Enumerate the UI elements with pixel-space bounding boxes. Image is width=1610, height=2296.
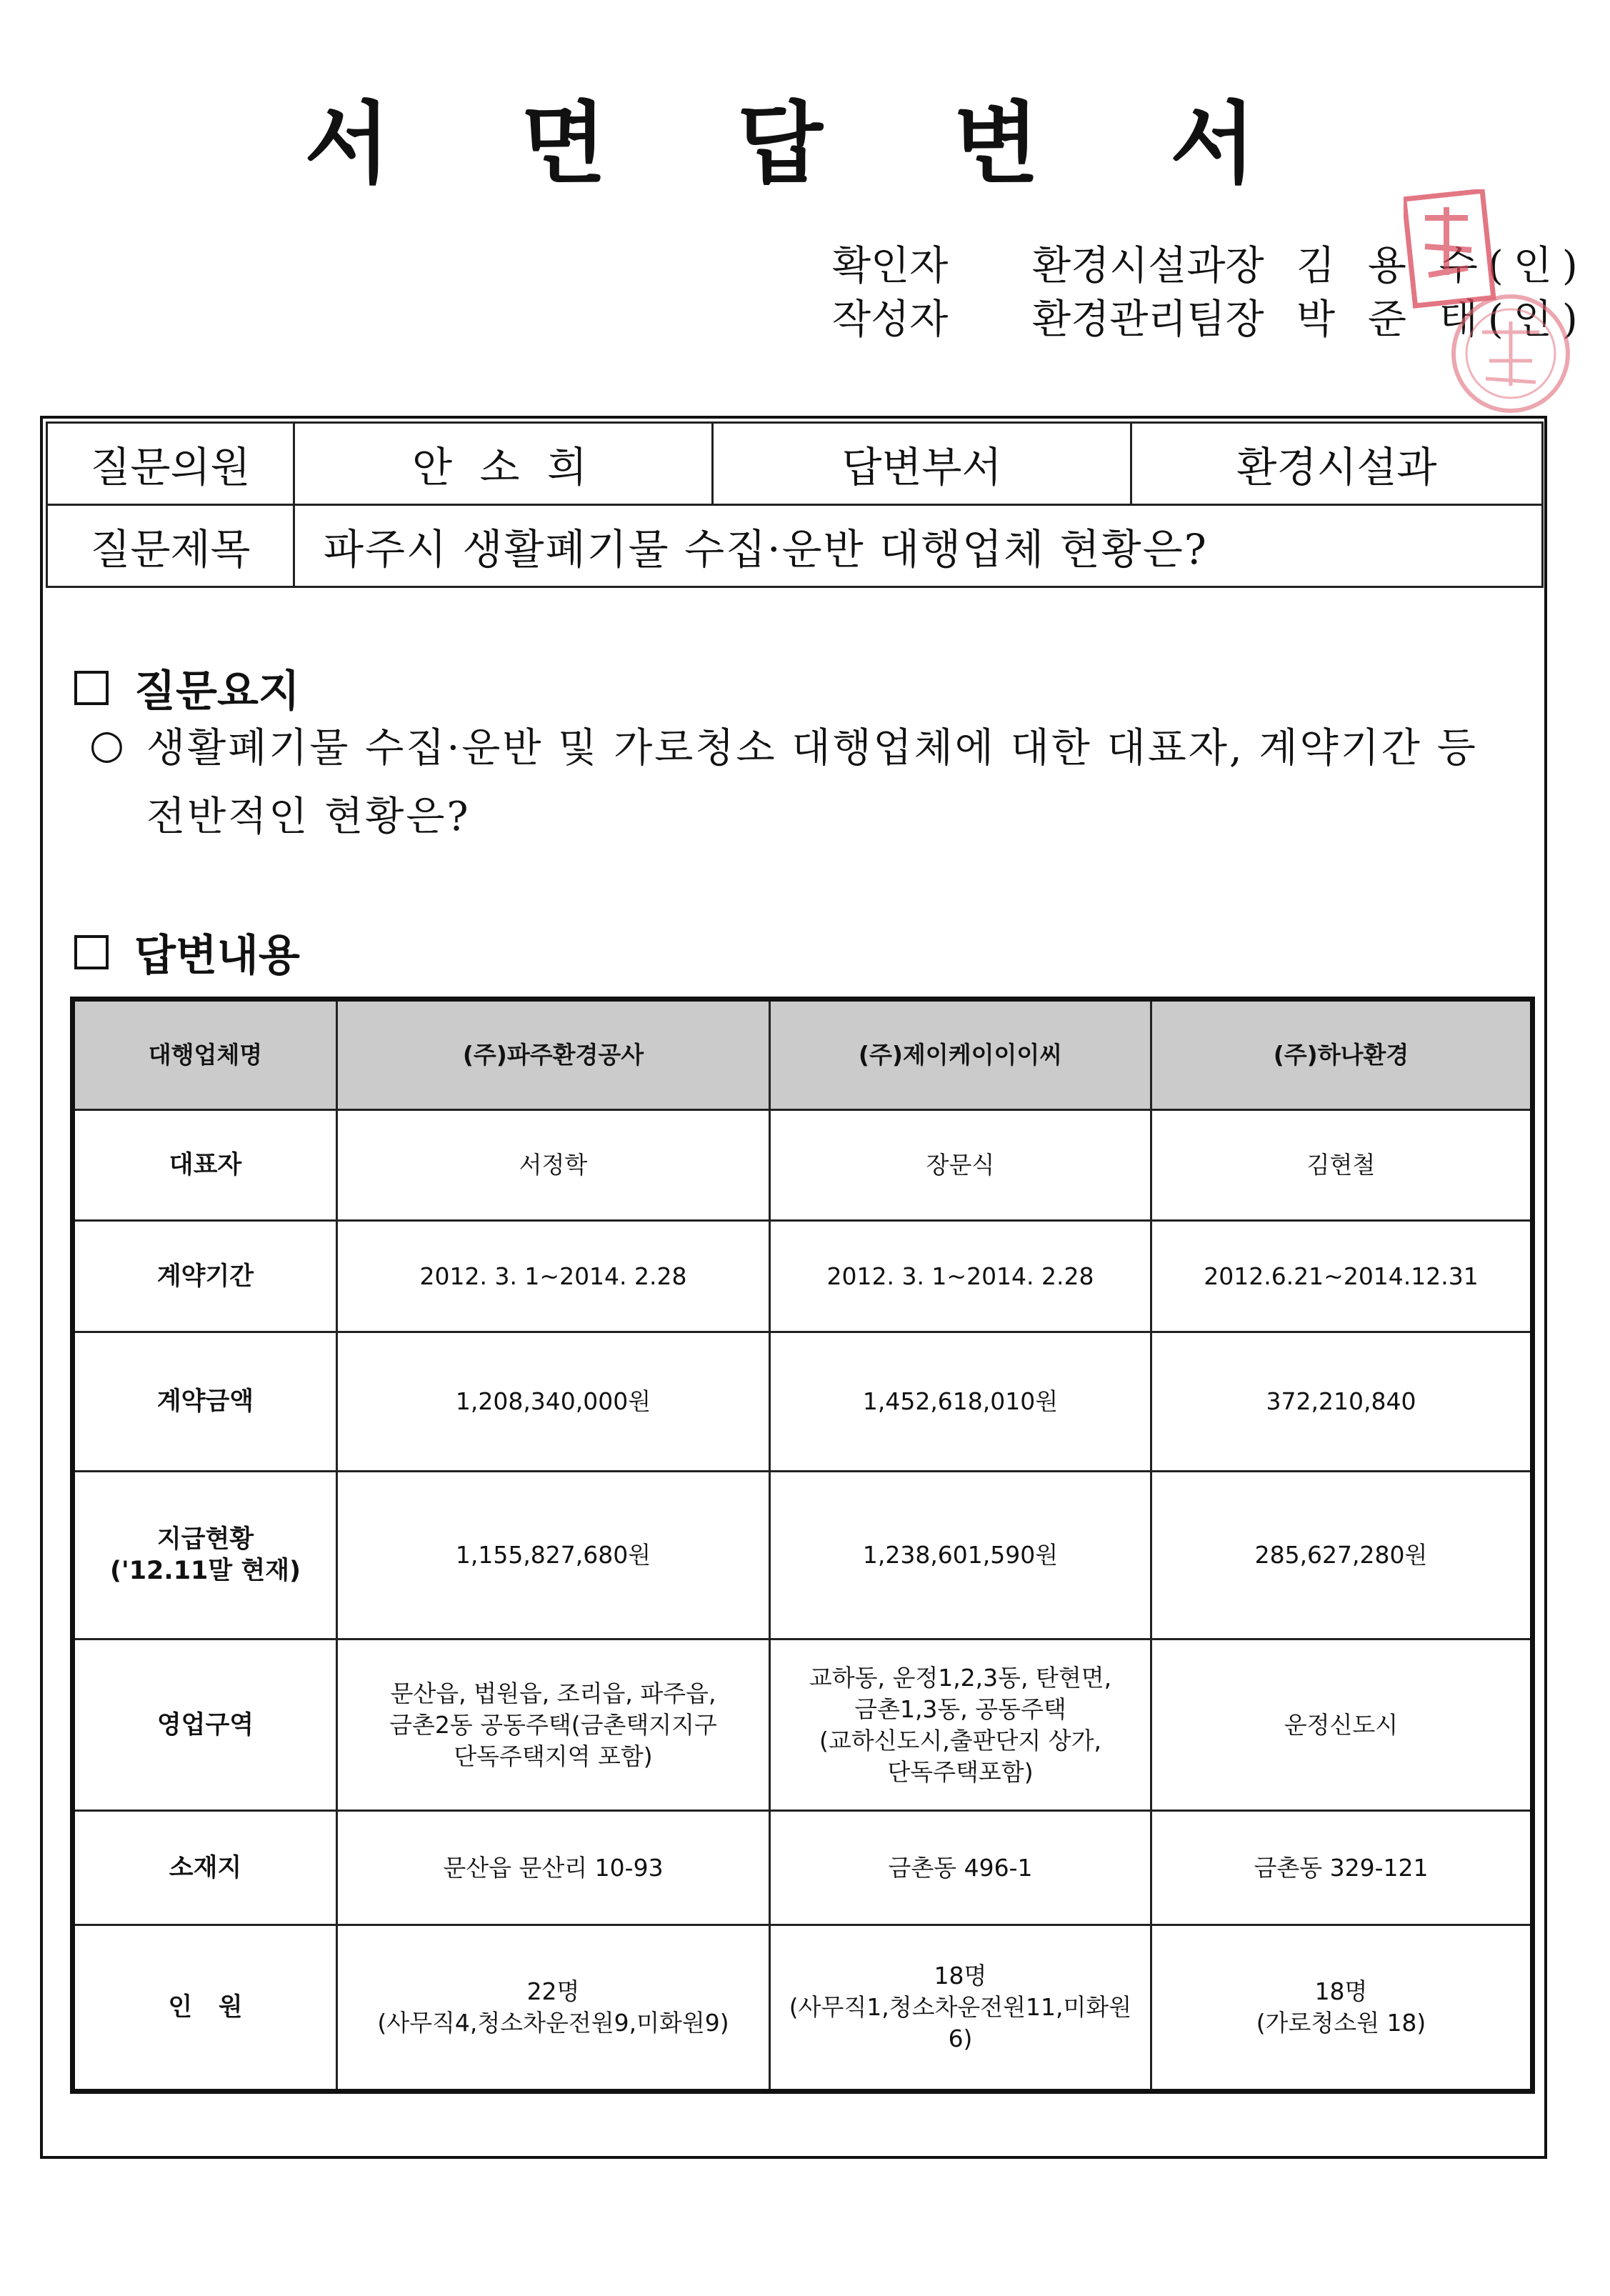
answer-heading xyxy=(74,922,300,983)
cell: 1,452,618,010원 xyxy=(770,1332,1151,1472)
question-summary-text: 생활폐기물 수집·운반 및 가로청소 대행업체에 대한 대표자, 계약기간 등 전반적인 현황은? xyxy=(146,725,1478,840)
cell-line: 18명 xyxy=(1314,1977,1368,2005)
cell-line: 운정신도시 xyxy=(1284,1710,1399,1739)
row-label: 인 원 xyxy=(73,1925,337,2092)
checkbox-icon xyxy=(74,671,109,705)
subject-text: 파주시 생활폐기물 수집·운반 대행업체 현황은? xyxy=(294,505,1543,587)
signer-position: 환경시설과장 xyxy=(1032,243,1264,289)
cell xyxy=(337,1925,770,2092)
cell xyxy=(337,1639,770,1811)
questioner-label: 질문의원 xyxy=(47,423,294,505)
department-name: 환경시설과 xyxy=(1131,423,1543,505)
cell-line: (교하신도시,출판단지 상가, xyxy=(819,1726,1101,1755)
question-summary-heading xyxy=(74,657,300,719)
table-row xyxy=(73,1925,1533,2092)
section-title: 질문요지 xyxy=(134,667,300,717)
document-title: 서 면 답 변 서 xyxy=(304,92,1306,196)
cell: 김현철 xyxy=(1151,1110,1533,1221)
row-label-sub: ('12.11말 현재) xyxy=(109,1557,301,1585)
cell xyxy=(770,1639,1151,1811)
table-row xyxy=(73,1110,1533,1221)
row-label-main: 지급현황 xyxy=(156,1525,254,1554)
checkbox-icon xyxy=(74,935,109,969)
cell-line: 22명 xyxy=(526,1977,580,2005)
signer-position: 환경관리팀장 xyxy=(1032,296,1264,343)
header-label: 대행업체명 xyxy=(73,999,337,1110)
row-label: 영업구역 xyxy=(73,1639,337,1811)
cell-line: 문산읍, 법원읍, 조리읍, 파주읍, xyxy=(390,1679,716,1707)
row-label: 소재지 xyxy=(73,1811,337,1925)
table-row xyxy=(73,1221,1533,1332)
signer-role: 확인자 xyxy=(832,243,949,289)
cell-line: 교하동, 운정1,2,3동, 탄현면, xyxy=(809,1663,1112,1692)
company-name: (주)하나환경 xyxy=(1151,999,1533,1110)
question-info-table xyxy=(46,421,1544,588)
cell-line: 18명 xyxy=(934,1962,987,1990)
cell: 2012.6.21~2014.12.31 xyxy=(1151,1221,1533,1332)
cell: 1,238,601,590원 xyxy=(770,1472,1151,1639)
cell: 서정학 xyxy=(337,1110,770,1221)
cell: 금촌동 496-1 xyxy=(770,1811,1151,1925)
section-title: 답변내용 xyxy=(134,931,300,981)
cell xyxy=(1151,1925,1533,2092)
table-row xyxy=(73,1811,1533,1925)
cell-line: 단독주택지역 포함) xyxy=(454,1742,653,1770)
table-row xyxy=(73,1472,1533,1639)
table-header-row xyxy=(73,999,1533,1110)
company-name: (주)파주환경공사 xyxy=(337,999,770,1110)
company-name: (주)제이케이이이씨 xyxy=(770,999,1151,1110)
signer-name: 박 준 태(인) xyxy=(1296,296,1588,343)
cell: 문산읍 문산리 10-93 xyxy=(337,1811,770,1925)
row-label xyxy=(73,1472,337,1639)
cell xyxy=(1151,1639,1533,1811)
contractor-table xyxy=(70,997,1535,2094)
cell: 372,210,840 xyxy=(1151,1332,1533,1472)
cell-line: (사무직4,청소차운전원9,미화원9) xyxy=(377,2009,729,2037)
cell: 2012. 3. 1~2014. 2.28 xyxy=(337,1221,770,1332)
cell: 1,155,827,680원 xyxy=(337,1472,770,1639)
cell: 285,627,280원 xyxy=(1151,1472,1533,1639)
row-label: 대표자 xyxy=(73,1110,337,1221)
signer-role: 작성자 xyxy=(832,296,949,343)
circle-bullet-icon: ○ xyxy=(89,722,124,768)
signer-name: 김 용 수(인) xyxy=(1296,243,1588,289)
department-label: 답변부서 xyxy=(713,423,1131,505)
cell: 2012. 3. 1~2014. 2.28 xyxy=(770,1221,1151,1332)
row-label: 계약금액 xyxy=(73,1332,337,1472)
cell: 장문식 xyxy=(770,1110,1151,1221)
cell-line: (가로청소원 18) xyxy=(1256,2009,1426,2037)
cell-line: 단독주택포함) xyxy=(887,1757,1034,1786)
cell: 금촌동 329-121 xyxy=(1151,1811,1533,1925)
row-label: 계약기간 xyxy=(73,1221,337,1332)
table-row xyxy=(73,1639,1533,1811)
cell-line: (사무직1,청소차운전원11,미화원6) xyxy=(789,1993,1132,2052)
cell-line: 금촌2동 공동주택(금촌택지지구 xyxy=(389,1710,717,1739)
table-row xyxy=(73,1332,1533,1472)
red-seal-stamp xyxy=(1404,189,1575,425)
cell xyxy=(770,1925,1151,2092)
questioner-name: 안 소 희 xyxy=(294,423,713,505)
cell: 1,208,340,000원 xyxy=(337,1332,770,1472)
cell-line: 금촌1,3동, 공동주택 xyxy=(854,1694,1066,1723)
subject-label: 질문제목 xyxy=(47,505,294,587)
